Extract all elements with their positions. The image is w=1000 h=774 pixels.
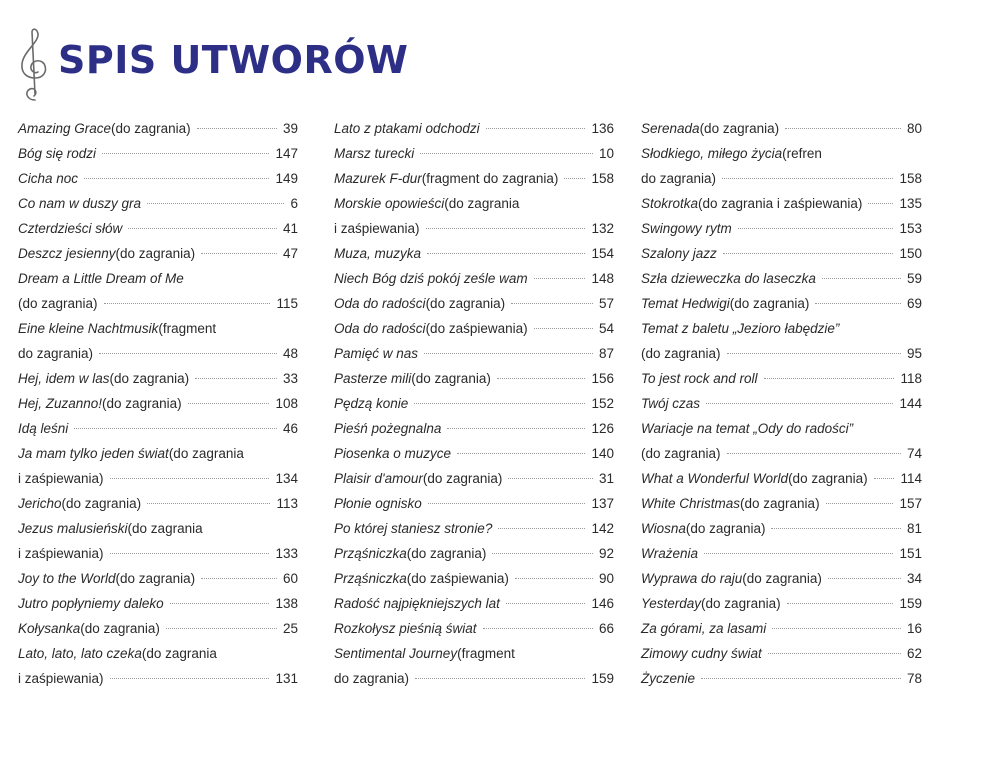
entry-title: Twój czas xyxy=(641,396,701,411)
toc-entry xyxy=(18,341,298,366)
toc-entry xyxy=(641,266,922,291)
entry-note: (do zagrania) xyxy=(422,471,503,486)
toc-entry xyxy=(641,141,922,166)
dot-leader xyxy=(195,378,277,379)
dot-leader xyxy=(722,178,893,179)
toc-entry xyxy=(641,516,922,541)
dot-leader xyxy=(457,453,585,454)
dot-leader xyxy=(104,303,271,304)
entry-note: do zagrania) xyxy=(641,171,717,186)
toc-entry xyxy=(334,116,614,141)
toc-column-2 xyxy=(334,116,614,691)
toc-entry xyxy=(641,216,922,241)
entry-note: (do zagrania) xyxy=(111,121,191,136)
dot-leader xyxy=(764,378,895,379)
toc-entry xyxy=(641,366,922,391)
entry-title: Cicha noc xyxy=(18,171,79,186)
entry-note: (do zagrania) xyxy=(115,571,196,586)
entry-note: (do zagrania i zaśpiewania) xyxy=(698,196,863,211)
page-number: 157 xyxy=(899,496,922,511)
toc-entry xyxy=(18,491,298,516)
entry-note: (do zagrania) xyxy=(425,296,506,311)
entry-note: (do zagrania) xyxy=(411,371,491,386)
entry-note: (do zagrania xyxy=(444,196,520,211)
dot-leader xyxy=(498,528,585,529)
toc-entry xyxy=(18,166,298,191)
dot-leader xyxy=(102,153,269,154)
entry-title: Rozkołysz pieśnią świat xyxy=(334,621,477,636)
entry-title: Zimowy cudny świat xyxy=(641,646,762,661)
dot-leader xyxy=(564,178,585,179)
entry-title: Plaisir d'amour xyxy=(334,471,423,486)
entry-title: To jest rock and roll xyxy=(641,371,758,386)
page-number: 159 xyxy=(899,596,922,611)
page-number: 25 xyxy=(282,621,298,636)
entry-note: (do zagrania) xyxy=(685,521,766,536)
dot-leader xyxy=(815,303,901,304)
page-number: 115 xyxy=(276,296,298,311)
page-number: 126 xyxy=(591,421,614,436)
dot-leader xyxy=(492,553,593,554)
page-number: 147 xyxy=(275,146,298,161)
page-number: 114 xyxy=(900,471,922,486)
page-number: 80 xyxy=(906,121,922,136)
dot-leader xyxy=(110,678,270,679)
dot-leader xyxy=(874,478,895,479)
entry-title: Pasterze mili xyxy=(334,371,412,386)
entry-title: Szła dzieweczka do laseczka xyxy=(641,271,816,286)
toc-entry xyxy=(18,366,298,391)
entry-title: Bóg się rodzi xyxy=(18,146,97,161)
page-number: 135 xyxy=(899,196,922,211)
entry-title: Idą leśni xyxy=(18,421,69,436)
page-number: 142 xyxy=(591,521,614,536)
page-number: 140 xyxy=(591,446,614,461)
toc-entry xyxy=(18,316,298,341)
entry-note: (fragment do zagrania) xyxy=(421,171,559,186)
dot-leader xyxy=(772,628,901,629)
entry-note: do zagrania) xyxy=(18,346,94,361)
entry-title: Hej, Zuzanno! xyxy=(18,396,103,411)
dot-leader xyxy=(74,428,277,429)
toc-entry xyxy=(334,366,614,391)
dot-leader xyxy=(427,253,585,254)
dot-leader xyxy=(197,128,277,129)
dot-leader xyxy=(147,503,270,504)
entry-note: i zaśpiewania) xyxy=(18,546,104,561)
dot-leader xyxy=(787,603,894,604)
page-number: 131 xyxy=(275,671,298,686)
page-number: 108 xyxy=(275,396,298,411)
page-number: 92 xyxy=(598,546,614,561)
toc-entry xyxy=(18,116,298,141)
dot-leader xyxy=(486,128,586,129)
page-number: 144 xyxy=(899,396,922,411)
page-number: 132 xyxy=(591,221,614,236)
dot-leader xyxy=(515,578,593,579)
page-number: 95 xyxy=(906,346,922,361)
entry-note: (fragment xyxy=(457,646,515,661)
entry-title: Wiosna xyxy=(641,521,686,536)
toc-entry xyxy=(334,141,614,166)
page-number: 46 xyxy=(282,421,298,436)
toc-entry xyxy=(641,541,922,566)
page-number: 34 xyxy=(906,571,922,586)
toc-entry xyxy=(334,516,614,541)
toc-entry xyxy=(641,591,922,616)
entry-title: Pędzą konie xyxy=(334,396,409,411)
entry-note: (do zagrania) xyxy=(641,346,721,361)
page-number: 153 xyxy=(899,221,922,236)
page-number: 113 xyxy=(276,496,298,511)
entry-note: (do zagrania) xyxy=(699,121,780,136)
page-number: 149 xyxy=(275,171,298,186)
entry-title: Szalony jazz xyxy=(641,246,717,261)
entry-note: (do zagrania xyxy=(127,521,203,536)
toc-entry xyxy=(18,266,298,291)
toc-entry xyxy=(334,391,614,416)
page-number: 156 xyxy=(591,371,614,386)
toc-entry xyxy=(334,616,614,641)
entry-title: Muza, muzyka xyxy=(334,246,422,261)
entry-note: do zagrania) xyxy=(334,671,410,686)
toc-entry xyxy=(18,616,298,641)
dot-leader xyxy=(420,153,593,154)
dot-leader xyxy=(826,503,894,504)
dot-leader xyxy=(738,228,894,229)
page-number: 138 xyxy=(275,596,298,611)
entry-note: (do zagrania) xyxy=(18,296,98,311)
dot-leader xyxy=(506,603,586,604)
toc-column-1 xyxy=(18,116,298,691)
entry-title: Joy to the World xyxy=(18,571,116,586)
page-number: 133 xyxy=(275,546,298,561)
page-number: 59 xyxy=(906,271,922,286)
toc-entry xyxy=(18,241,298,266)
page-number: 69 xyxy=(906,296,922,311)
entry-title: Yesterday xyxy=(641,596,702,611)
toc-entry xyxy=(334,241,614,266)
page-header xyxy=(18,28,518,108)
toc-entry xyxy=(641,316,922,341)
page-number: 48 xyxy=(282,346,298,361)
entry-title: Wrażenia xyxy=(641,546,699,561)
page-number: 137 xyxy=(591,496,614,511)
entry-note: (fragment xyxy=(158,321,217,336)
dot-leader xyxy=(511,303,593,304)
page-number: 33 xyxy=(282,371,298,386)
toc-entry xyxy=(334,466,614,491)
toc-entry xyxy=(641,566,922,591)
dot-leader xyxy=(414,403,585,404)
dot-leader xyxy=(188,403,270,404)
entry-title: What a Wonderful World xyxy=(641,471,789,486)
entry-title: Marsz turecki xyxy=(334,146,415,161)
entry-title: Mazurek F-dur xyxy=(334,171,422,186)
dot-leader xyxy=(128,228,277,229)
dot-leader xyxy=(426,228,586,229)
page-number: 66 xyxy=(598,621,614,636)
toc-entry xyxy=(641,291,922,316)
page-number: 54 xyxy=(598,321,614,336)
dot-leader xyxy=(822,278,901,279)
entry-note: (do zagrania) xyxy=(701,596,781,611)
toc-entry xyxy=(641,166,922,191)
dot-leader xyxy=(415,678,585,679)
toc-entry xyxy=(641,616,922,641)
page-number: 148 xyxy=(591,271,614,286)
page-number: 152 xyxy=(591,396,614,411)
entry-note: (do zagrania) xyxy=(641,446,721,461)
entry-title: Co nam w duszy gra xyxy=(18,196,142,211)
dot-leader xyxy=(508,478,593,479)
page-number: 10 xyxy=(598,146,614,161)
page-title: SPIS UTWORÓW xyxy=(58,38,409,82)
entry-title: Prząśniczka xyxy=(334,546,407,561)
dot-leader xyxy=(785,128,901,129)
page-number: 158 xyxy=(899,171,922,186)
page-number: 118 xyxy=(900,371,922,386)
entry-title: Czterdzieści słów xyxy=(18,221,123,236)
toc-entry xyxy=(334,416,614,441)
entry-title: Płonie ognisko xyxy=(334,496,422,511)
toc-entry xyxy=(18,541,298,566)
entry-title: Kołysanka xyxy=(18,621,81,636)
entry-title: Słodkiego, miłego życia xyxy=(641,146,783,161)
entry-title: Serenada xyxy=(641,121,700,136)
page-number: 134 xyxy=(275,471,298,486)
entry-note: (do zagrania) xyxy=(102,396,182,411)
toc-entry xyxy=(18,516,298,541)
toc-entry xyxy=(334,441,614,466)
toc-entry xyxy=(334,341,614,366)
toc-entry xyxy=(641,666,922,691)
dot-leader xyxy=(166,628,277,629)
page-number: 151 xyxy=(899,546,922,561)
page-number: 158 xyxy=(591,171,614,186)
entry-title: Piosenka o muzyce xyxy=(334,446,452,461)
page-number: 78 xyxy=(906,671,922,686)
entry-note: (do zaśpiewania) xyxy=(425,321,528,336)
toc-entry xyxy=(18,466,298,491)
page-number: 6 xyxy=(290,196,298,211)
dot-leader xyxy=(201,253,277,254)
dot-leader xyxy=(727,453,901,454)
entry-note: i zaśpiewania) xyxy=(18,671,104,686)
dot-leader xyxy=(99,353,277,354)
toc-column-3 xyxy=(641,116,922,691)
toc-entry xyxy=(334,566,614,591)
toc-entry xyxy=(334,166,614,191)
toc-entry xyxy=(18,141,298,166)
entry-title: Temat z baletu „Jezioro łabędzie” xyxy=(641,321,840,336)
dot-leader xyxy=(723,253,894,254)
dot-leader xyxy=(424,353,593,354)
toc-entry xyxy=(334,191,614,216)
entry-title: Jericho xyxy=(18,496,62,511)
entry-title: Ja mam tylko jeden świat xyxy=(18,446,169,461)
toc-entry xyxy=(18,566,298,591)
toc-entry xyxy=(18,641,298,666)
dot-leader xyxy=(727,353,901,354)
entry-title: Pamięć w nas xyxy=(334,346,419,361)
dot-leader xyxy=(704,553,893,554)
entry-title: Amazing Grace xyxy=(18,121,112,136)
page-number: 47 xyxy=(282,246,298,261)
entry-title: Wyprawa do raju xyxy=(641,571,743,586)
entry-title: Morskie opowieści xyxy=(334,196,445,211)
toc-entry xyxy=(18,591,298,616)
dot-leader xyxy=(828,578,901,579)
toc-entry xyxy=(641,191,922,216)
toc-entry xyxy=(334,491,614,516)
entry-note: (do zaśpiewania) xyxy=(406,571,509,586)
dot-leader xyxy=(147,203,284,204)
toc-entry xyxy=(334,216,614,241)
toc-entry xyxy=(641,341,922,366)
dot-leader xyxy=(84,178,269,179)
toc-entry xyxy=(334,591,614,616)
page-number: 57 xyxy=(598,296,614,311)
page-number: 41 xyxy=(282,221,298,236)
entry-title: Dream a Little Dream of Me xyxy=(18,271,184,286)
entry-title: Lato z ptakami odchodzi xyxy=(334,121,480,136)
entry-title: Prząśniczka xyxy=(334,571,407,586)
dot-leader xyxy=(706,403,893,404)
entry-title: White Christmas xyxy=(641,496,741,511)
entry-note: (do zagrania) xyxy=(61,496,142,511)
dot-leader xyxy=(110,478,270,479)
page-number: 60 xyxy=(282,571,298,586)
entry-note: (do zagrania) xyxy=(740,496,820,511)
toc-entry xyxy=(641,241,922,266)
dot-leader xyxy=(170,603,270,604)
dot-leader xyxy=(110,553,270,554)
toc-entry xyxy=(641,641,922,666)
dot-leader xyxy=(201,578,277,579)
entry-title: Swingowy rytm xyxy=(641,221,732,236)
entry-title: Temat Hedwigi xyxy=(641,296,730,311)
entry-note: (do zagrania) xyxy=(80,621,160,636)
page-number: 90 xyxy=(598,571,614,586)
entry-note: (do zagrania) xyxy=(115,246,196,261)
entry-note: (do zagrania) xyxy=(788,471,868,486)
entry-note: (do zagrania) xyxy=(729,296,810,311)
page-number: 136 xyxy=(591,121,614,136)
toc-entry xyxy=(18,191,298,216)
entry-title: Radość najpiękniejszych lat xyxy=(334,596,500,611)
toc-entry xyxy=(18,291,298,316)
treble-clef-icon xyxy=(18,28,52,102)
toc-entry xyxy=(641,391,922,416)
entry-title: Niech Bóg dziś pokój ześle wam xyxy=(334,271,528,286)
toc-entry xyxy=(641,491,922,516)
entry-title: Jezus malusieński xyxy=(18,521,128,536)
page-number: 81 xyxy=(906,521,922,536)
entry-title: Życzenie xyxy=(641,671,696,686)
page-number: 154 xyxy=(591,246,614,261)
entry-note: (do zagrania) xyxy=(406,546,487,561)
dot-leader xyxy=(428,503,586,504)
toc-entry xyxy=(334,666,614,691)
toc-entry xyxy=(18,391,298,416)
entry-title: Stokrotka xyxy=(641,196,699,211)
toc-entry xyxy=(334,641,614,666)
dot-leader xyxy=(497,378,586,379)
page-number: 31 xyxy=(598,471,614,486)
page-number: 16 xyxy=(906,621,922,636)
toc-entry xyxy=(334,291,614,316)
toc-entry xyxy=(334,266,614,291)
toc-entry xyxy=(18,441,298,466)
entry-title: Pieśń pożegnalna xyxy=(334,421,442,436)
entry-title: Po której staniesz stronie? xyxy=(334,521,493,536)
page-number: 159 xyxy=(591,671,614,686)
dot-leader xyxy=(534,278,586,279)
dot-leader xyxy=(447,428,585,429)
entry-title: Lato, lato, lato czeka xyxy=(18,646,142,661)
entry-note: i zaśpiewania) xyxy=(334,221,420,236)
toc-entry xyxy=(641,416,922,441)
entry-note: i zaśpiewania) xyxy=(18,471,104,486)
dot-leader xyxy=(534,328,593,329)
entry-title: Sentimental Journey xyxy=(334,646,458,661)
dot-leader xyxy=(768,653,901,654)
entry-note: (do zagrania) xyxy=(742,571,822,586)
toc-entry xyxy=(18,216,298,241)
entry-title: Oda do radości xyxy=(334,321,426,336)
dot-leader xyxy=(868,203,893,204)
page-number: 39 xyxy=(282,121,298,136)
entry-title: Hej, idem w las xyxy=(18,371,110,386)
toc-entry xyxy=(18,666,298,691)
entry-title: Oda do radości xyxy=(334,296,426,311)
page-number: 150 xyxy=(899,246,922,261)
page-number: 62 xyxy=(906,646,922,661)
entry-title: Za górami, za lasami xyxy=(641,621,767,636)
dot-leader xyxy=(483,628,593,629)
toc-entry xyxy=(641,116,922,141)
entry-title: Jutro popłyniemy daleko xyxy=(18,596,164,611)
toc-entry xyxy=(18,416,298,441)
entry-note: (do zagrania xyxy=(168,446,244,461)
page-number: 74 xyxy=(906,446,922,461)
toc-entry xyxy=(641,441,922,466)
entry-note: (do zagrania) xyxy=(109,371,190,386)
entry-title: Eine kleine Nachtmusik xyxy=(18,321,159,336)
entry-title: Wariacje na temat „Ody do radości” xyxy=(641,421,854,436)
entry-note: (refren xyxy=(782,146,822,161)
page-number: 146 xyxy=(591,596,614,611)
toc-entry xyxy=(334,541,614,566)
dot-leader xyxy=(771,528,901,529)
dot-leader xyxy=(701,678,901,679)
page-number: 87 xyxy=(598,346,614,361)
entry-title: Deszcz jesienny xyxy=(18,246,116,261)
entry-note: (do zagrania xyxy=(141,646,217,661)
toc-entry xyxy=(641,466,922,491)
toc-entry xyxy=(334,316,614,341)
